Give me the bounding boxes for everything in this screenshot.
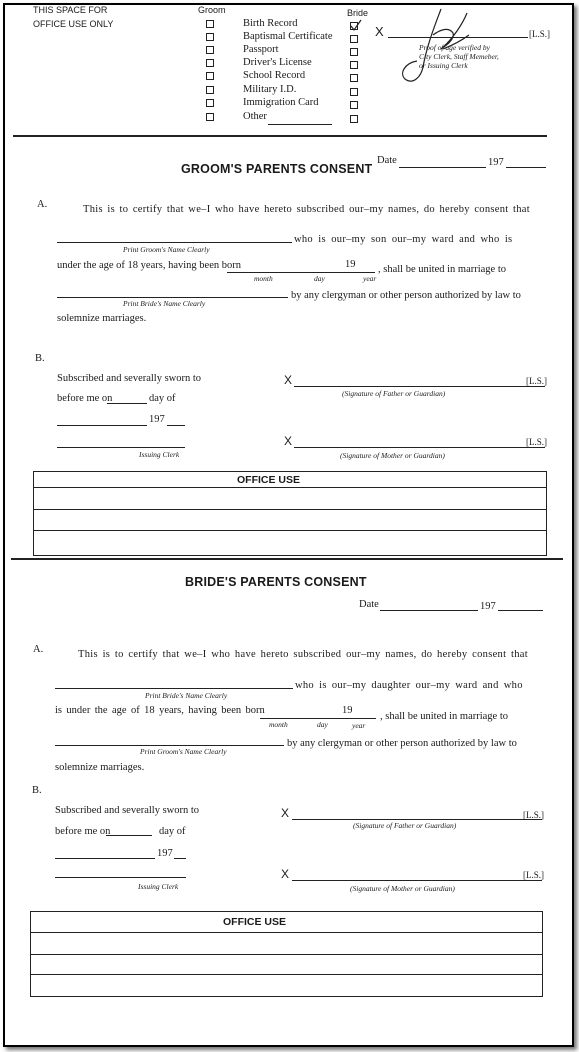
id-item: School Record [243,70,306,81]
header-signature-x: X [375,24,384,39]
groom-para-a-line3: under the age of 18 years, having been born [57,260,241,271]
bride-issuing-clerk-field[interactable] [55,877,186,878]
bride-para-a-line3: is under the age of 18 years, having been born [55,705,265,716]
groom-date-year-field[interactable] [506,167,546,168]
groom-checkbox[interactable] [206,33,214,41]
groom-para-a-line2: who is our–my son our–my ward and who is [294,234,513,245]
groom-sworn-line2a: before me on [57,393,113,404]
groom-office-use-title: OFFICE USE [237,474,301,486]
other-id-field[interactable] [268,124,332,125]
office-use-line1: THIS SPACE FOR [33,5,108,15]
groom-date-year: 197 [488,157,504,168]
groom-para-b-label: B. [35,353,45,364]
groom-spouse-name-field[interactable] [57,297,288,298]
office-use-row [31,974,542,975]
groom-father-caption: (Signature of Father or Guardian) [342,389,446,398]
groom-name-caption: Print Groom's Name Clearly [123,245,210,254]
bride-spouse-caption: Print Groom's Name Clearly [140,747,227,756]
bride-issuing-clerk-caption: Issuing Clerk [138,882,179,891]
bride-sworn-day-field[interactable] [106,835,152,836]
groom-sworn-line1: Subscribed and severally sworn to [57,373,202,384]
bride-para-b-label: B. [32,785,42,796]
proof-line1: Proof of age verified by [419,43,490,52]
bride-checkbox[interactable] [350,88,358,96]
groom-office-use-table [33,471,547,556]
groom-sworn-month-field[interactable] [57,425,147,426]
groom-para-a-line3b: , shall be united in marriage to [378,264,507,275]
bride-checkbox[interactable] [350,101,358,109]
groom-column-header: Groom [198,5,226,15]
groom-checkbox[interactable] [206,59,214,67]
bride-day-caption: day [317,720,328,729]
groom-father-signature-field[interactable] [294,386,545,387]
bride-sworn-month-field[interactable] [55,858,155,859]
bride-para-a-line2: who is our–my daughter our–my ward and who [295,680,523,691]
groom-sworn-line2b: day of [149,393,176,404]
bride-para-a-label: A. [33,644,44,655]
groom-sworn-year: 197 [149,414,165,425]
bride-name-field[interactable] [55,688,293,689]
groom-para-a-line1: This is to certify that we–I who have hereto subscribed our–my names, do hereby consent that [83,204,530,215]
bride-para-a-line4: by any clergyman or other person authorized by law to [287,738,517,749]
bride-checkbox[interactable] [350,61,358,69]
bride-father-caption: (Signature of Father or Guardian) [353,821,457,830]
bride-date-year: 197 [480,601,496,612]
bride-date-label: Date [359,599,379,610]
bride-mother-caption: (Signature of Mother or Guardian) [350,884,455,893]
bride-sworn-line2b: day of [159,826,186,837]
id-item: Immigration Card [243,97,319,108]
bride-father-x: X [281,806,290,820]
bride-year-caption: year [352,721,366,730]
bride-checkbox[interactable] [350,115,358,123]
header-ls: [L.S.] [529,29,550,39]
groom-para-a-line5: solemnize marriages. [57,313,147,324]
groom-month-caption: month [254,274,273,283]
bride-column-header: Bride [347,8,369,18]
section-divider [13,135,547,137]
bride-mother-ls: [L.S.] [523,870,544,880]
groom-year-19: 19 [345,259,356,270]
groom-checkbox[interactable] [206,113,214,121]
id-item: Passport [243,44,279,55]
bride-checkbox[interactable] [350,35,358,43]
id-item: Military I.D. [243,84,297,95]
id-item: Baptismal Certificate [243,31,333,42]
bride-date-year-field[interactable] [498,610,543,611]
bride-consent-title: BRIDE'S PARENTS CONSENT [185,575,367,589]
groom-sworn-year-field[interactable] [167,425,185,426]
groom-checkbox[interactable] [206,72,214,80]
office-use-row [34,530,546,531]
groom-name-field[interactable] [57,242,292,243]
bride-father-ls: [L.S.] [523,810,544,820]
checkmark-icon [349,19,363,33]
groom-sworn-day-field[interactable] [107,403,147,404]
proof-line2: City Clerk, Staff Memeber, [419,52,499,61]
office-use-row [34,509,546,510]
bride-para-a-line1: This is to certify that we–I who have hereto subscribed our–my names, do hereby consent that [78,649,528,660]
bride-spouse-name-field[interactable] [55,745,284,746]
bride-date-field[interactable] [380,610,478,611]
document-page [3,3,574,1047]
bride-para-a-line5: solemnize marriages. [55,762,145,773]
bride-checkbox[interactable] [350,48,358,56]
office-use-row [31,954,542,955]
id-item: Birth Record [243,18,298,29]
groom-issuing-clerk-caption: Issuing Clerk [139,450,180,459]
groom-day-caption: day [314,274,325,283]
groom-checkbox[interactable] [206,86,214,94]
groom-checkbox[interactable] [206,46,214,54]
bride-office-use-table [30,911,543,997]
bride-father-signature-field[interactable] [292,819,542,820]
clerk-signature-scrawl [383,5,493,95]
groom-checkbox[interactable] [206,20,214,28]
bride-checkbox[interactable] [350,74,358,82]
groom-date-label: Date [377,155,397,166]
proof-line3: or Issuing Clerk [419,61,468,70]
id-item: Other [243,111,267,122]
bride-mother-signature-field[interactable] [292,880,542,881]
bride-birthdate-field[interactable] [260,718,376,719]
bride-year-19: 19 [342,705,353,716]
groom-mother-ls: [L.S.] [526,437,547,447]
bride-para-a-line3b: , shall be united in marriage to [380,711,509,722]
section-divider [11,558,563,560]
groom-mother-signature-field[interactable] [294,447,545,448]
groom-spouse-caption: Print Bride's Name Clearly [123,299,206,308]
bride-sworn-year: 197 [157,848,173,859]
groom-checkbox[interactable] [206,99,214,107]
bride-sworn-line1: Subscribed and severally sworn to [55,805,200,816]
bride-sworn-line2a: before me on [55,826,111,837]
bride-office-use-title: OFFICE USE [223,916,287,928]
groom-father-ls: [L.S.] [526,376,547,386]
bride-sworn-year-field[interactable] [174,858,186,859]
groom-date-field[interactable] [399,167,486,168]
bride-name-caption: Print Bride's Name Clearly [145,691,228,700]
bride-month-caption: month [269,720,288,729]
office-use-line2: OFFICE USE ONLY [33,19,114,29]
id-item: Driver's License [243,57,312,68]
groom-mother-caption: (Signature of Mother or Guardian) [340,451,445,460]
groom-para-a-line4: by any clergyman or other person authorized by law to [291,290,521,301]
groom-issuing-clerk-field[interactable] [57,447,185,448]
groom-year-caption: year [363,274,377,283]
groom-para-a-label: A. [37,199,48,210]
groom-birthdate-field[interactable] [227,272,375,273]
bride-mother-x: X [281,867,290,881]
office-use-row [34,487,546,488]
groom-father-x: X [284,373,293,387]
groom-mother-x: X [284,434,293,448]
groom-consent-title: GROOM'S PARENTS CONSENT [181,162,373,176]
office-use-row [31,932,542,933]
